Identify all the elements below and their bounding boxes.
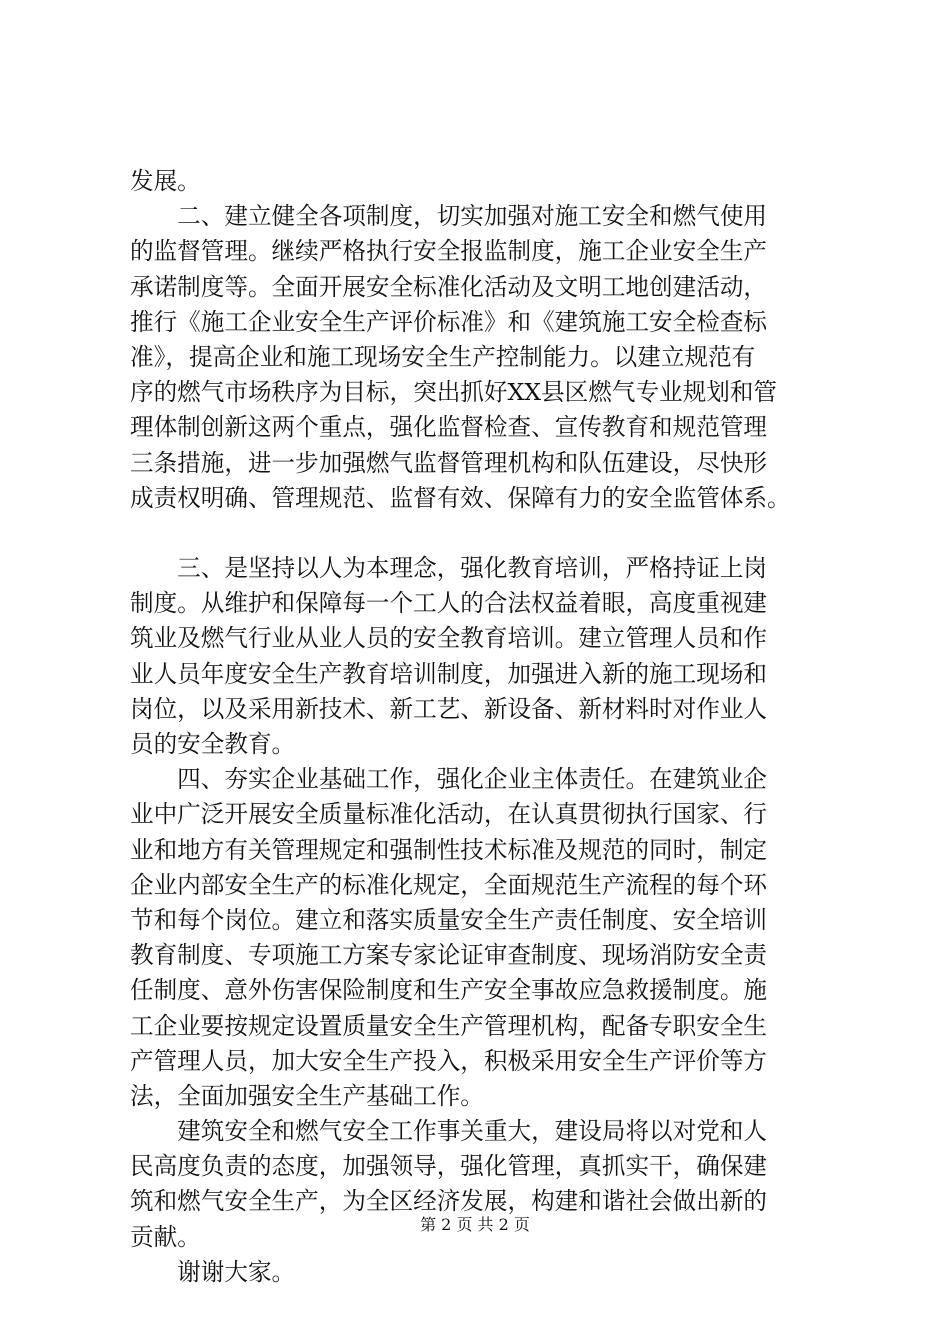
text-line: 筑和燃气安全生产，为全区经济发展，构建和谐社会做出新的 xyxy=(130,1187,768,1216)
paragraph-gap xyxy=(130,516,850,551)
text-line: 三、是坚持以人为本理念，强化教育培训，严格持证上岗 xyxy=(130,554,768,583)
text-line: 的监督管理。继续严格执行安全报监制度，施工企业安全生产 xyxy=(130,237,768,266)
text-line: 业人员年度安全生产教育培训制度，加强进入新的施工现场和 xyxy=(130,659,768,688)
text-line: 二、建立健全各项制度，切实加强对施工安全和燃气使用 xyxy=(130,202,768,231)
text-line: 谢谢大家。 xyxy=(130,1257,296,1286)
page-footer: 第 2 页 共 2 页 xyxy=(420,1215,530,1234)
text-line: 制度。从维护和保障每一个工人的合法权益着眼，高度重视建 xyxy=(130,589,768,618)
text-line: 岗位，以及采用新技术、新工艺、新设备、新材料时对作业人 xyxy=(130,694,768,723)
text-line: 承诺制度等。全面开展安全标准化活动及文明工地创建活动， xyxy=(130,272,768,301)
text-line: 企业内部安全生产的标准化规定，全面规范生产流程的每个环 xyxy=(130,870,768,899)
text-line: 准》，提高企业和施工现场安全生产控制能力。以建立规范有 xyxy=(130,342,756,371)
text-line: 法，全面加强安全生产基础工作。 xyxy=(130,1081,484,1110)
text-line: 理体制创新这两个重点，强化监督检查、宣传教育和规范管理 xyxy=(130,413,768,442)
document-body xyxy=(130,164,850,1290)
text-line: 员的安全教育。 xyxy=(130,730,296,758)
text-line: 任制度、意外伤害保险制度和生产安全事故应急救援制度。施 xyxy=(130,976,768,1005)
text-line: 业和地方有关管理规定和强制性技术标准及规范的同时，制定 xyxy=(130,835,768,864)
text-line: 业中广泛开展安全质量标准化活动，在认真贯彻执行国家、行 xyxy=(130,800,768,829)
text-line: 工企业要按规定设置质量安全生产管理机构，配备专职安全生 xyxy=(130,1011,768,1040)
text-line: 成责权明确、管理规范、监督有效、保障有力的安全监管体系。 xyxy=(130,483,791,512)
text-line: 筑业及燃气行业从业人员的安全教育培训。建立管理人员和作 xyxy=(130,624,768,653)
text-line: 三条措施，进一步加强燃气监督管理机构和队伍建设，尽快形 xyxy=(130,448,768,477)
text-line: 建筑安全和燃气安全工作事关重大，建设局将以对党和人 xyxy=(130,1117,768,1146)
text-line: 四、夯实企业基础工作，强化企业主体责任。在建筑业企 xyxy=(130,765,768,794)
text-line: 序的燃气市场秩序为目标，突出抓好XX县区燃气专业规划和管 xyxy=(130,378,778,407)
text-line: 产管理人员，加大安全生产投入，积极采用安全生产评价等方 xyxy=(130,1046,768,1075)
text-line: 推行《施工企业安全生产评价标准》和《建筑施工安全检查标 xyxy=(130,307,768,336)
text-line: 贡献。 xyxy=(130,1222,201,1251)
text-line: 教育制度、专项施工方案专家论证审查制度、现场消防安全责 xyxy=(130,941,768,970)
text-line: 民高度负责的态度，加强领导，强化管理，真抓实干，确保建 xyxy=(130,1152,768,1181)
text-line: 发展。 xyxy=(130,167,201,195)
text-line: 节和每个岗位。建立和落实质量安全生产责任制度、安全培训 xyxy=(130,905,768,934)
